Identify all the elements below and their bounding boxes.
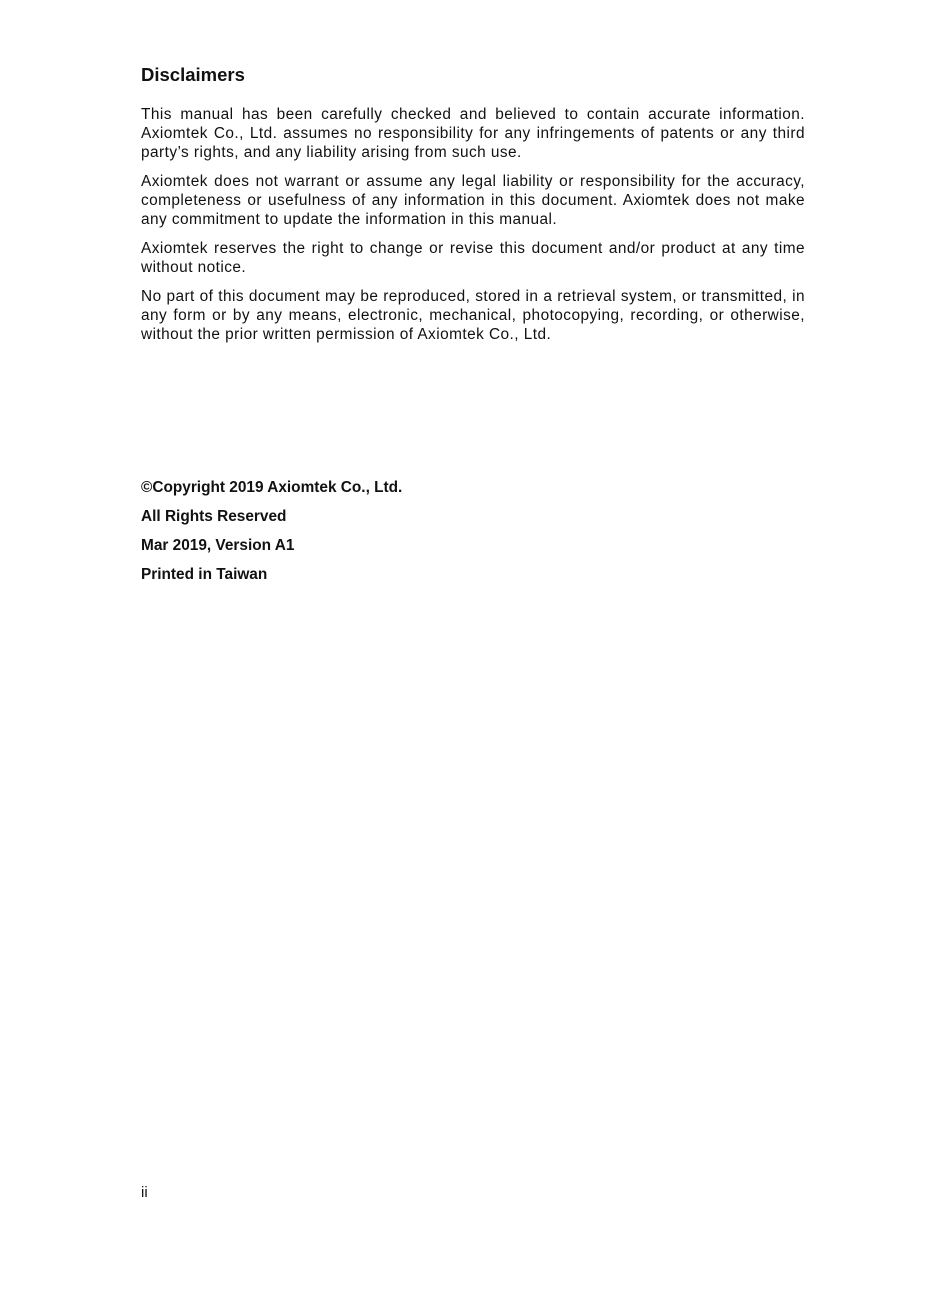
printed-line: Printed in Taiwan <box>141 566 268 583</box>
disclaimers-section <box>141 62 805 354</box>
copyright-line: ©Copyright 2019 Axiomtek Co., Ltd. <box>141 479 403 496</box>
disclaimer-paragraph-4: No part of this document may be reproduced, stored in a retrieval system, or transmitted, in any form or by any means, electronic, mechanical, photocopying, recording, or otherwise, without the prior written permission of Axiomtek Co., Ltd. <box>141 288 805 343</box>
disclaimer-paragraph-1: This manual has been carefully checked and believed to contain accurate information. Axiomtek Co., Ltd. assumes no responsibility for any infringements of patents or any third party’s rights, and any liability arising from such use. <box>141 106 805 161</box>
rights-line: All Rights Reserved <box>141 508 287 525</box>
version-line: Mar 2019, Version A1 <box>141 537 295 554</box>
disclaimer-paragraph-3: Axiomtek reserves the right to change or revise this document and/or product at any time without notice. <box>141 240 805 276</box>
page-number: ii <box>141 1184 148 1201</box>
disclaimer-paragraph-2: Axiomtek does not warrant or assume any legal liability or responsibility for the accuracy, completeness or usefulness of any information in this document. Axiomtek does not make any commitment to update the information in this manual. <box>141 173 805 228</box>
section-heading: Disclaimers <box>141 64 245 85</box>
copyright-block <box>141 478 741 594</box>
